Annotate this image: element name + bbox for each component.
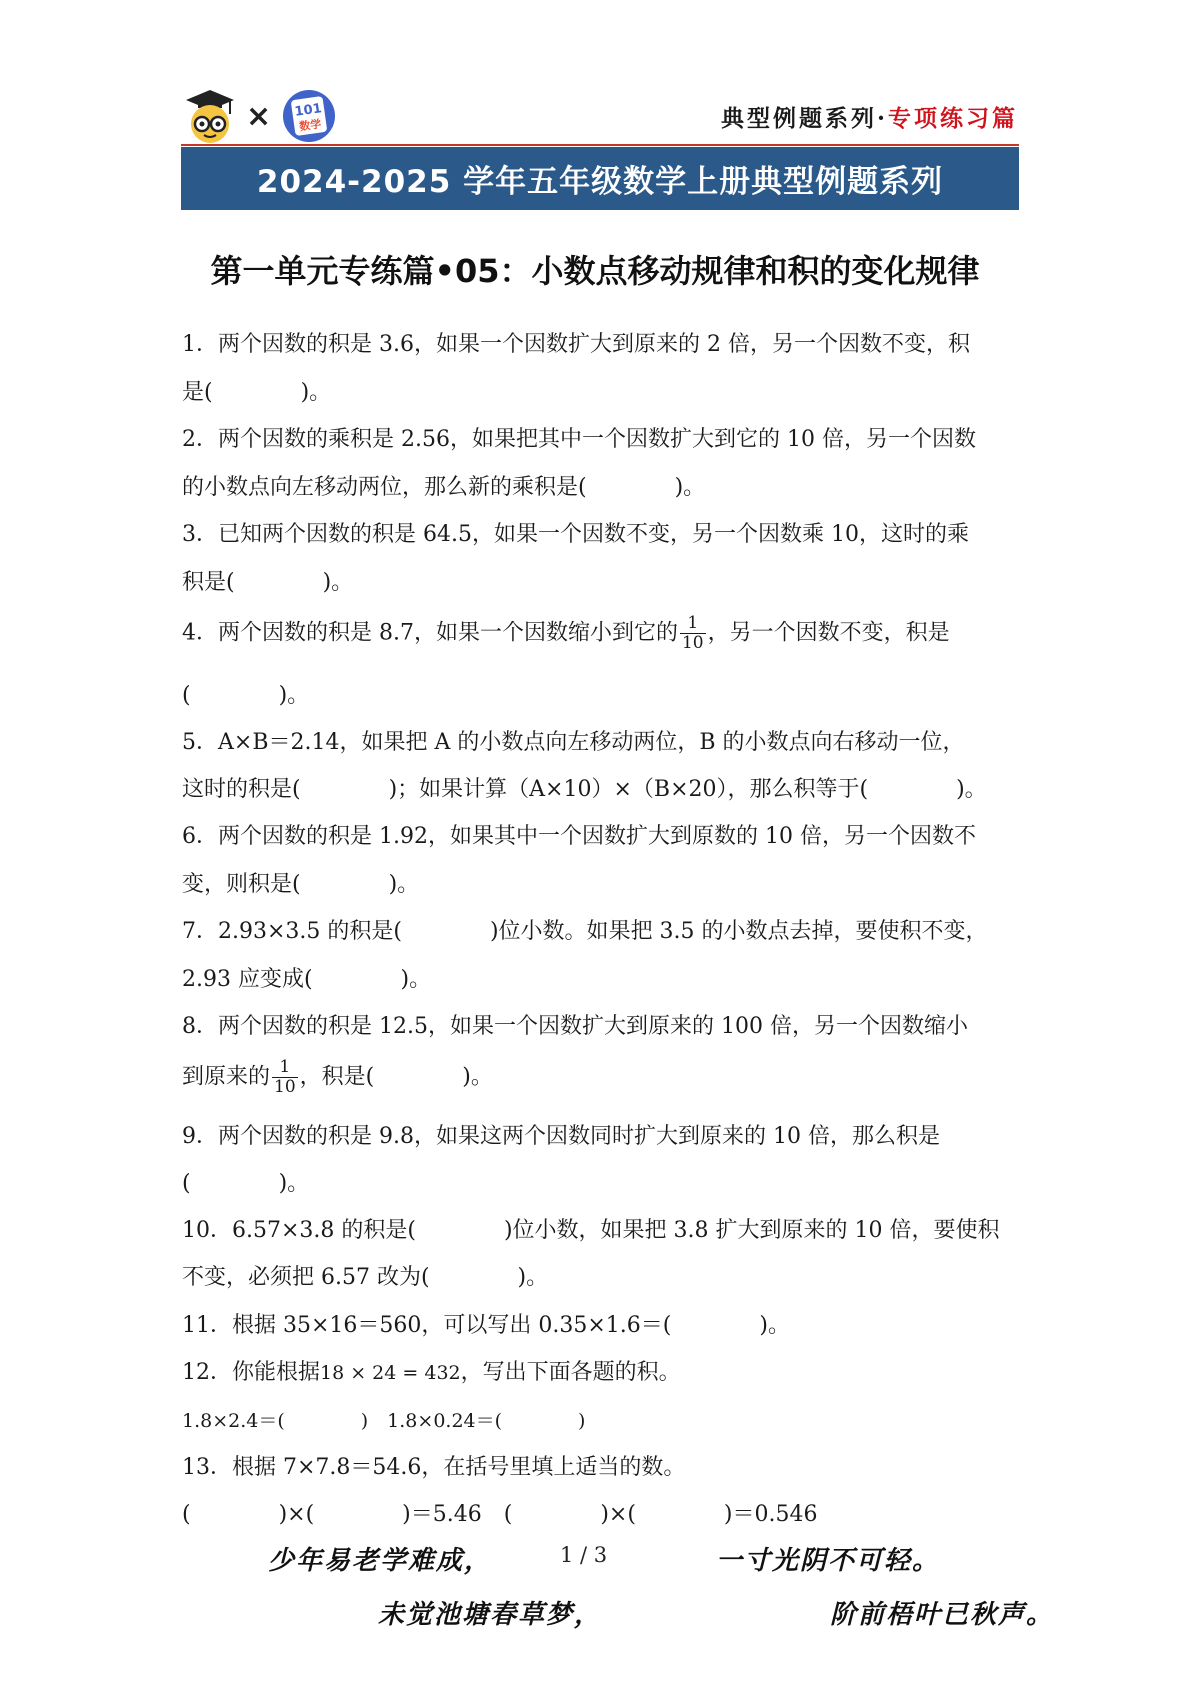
page-number: 1 / 3 — [560, 1543, 608, 1567]
fraction-one-tenth — [272, 1058, 298, 1097]
fraction-one-tenth — [680, 614, 706, 653]
footer-poem-line-2-right: 阶前梧叶已秋声。 — [830, 1600, 1055, 1630]
question-9-line-1: 9．两个因数的积是 9.8，如果这两个因数同时扩大到原来的 10 倍，那么积是 — [182, 1124, 940, 1149]
logo-area — [184, 86, 337, 146]
question-4-text-before: 4．两个因数的积是 8.7，如果一个因数缩小到它的 — [182, 620, 678, 646]
unit-title: 第一单元专练篇•05：小数点移动规律和积的变化规律 — [210, 252, 980, 290]
scholar-mascot-logo — [184, 88, 236, 144]
question-4-line-2: ( )。 — [182, 683, 310, 708]
question-2-line-1: 2．两个因数的乘积是 2.56，如果把其中一个因数扩大到它的 10 倍，另一个因数 — [182, 427, 976, 452]
question-4-text-after: ，另一个因数不变，积是 — [707, 620, 950, 646]
question-13-line-2: ( )×( )＝5.46 ( )×( )＝0.546 — [182, 1502, 818, 1527]
question-9-line-2: ( )。 — [182, 1171, 310, 1196]
footer-poem-line-1-left: 少年易老学难成， — [268, 1546, 493, 1576]
question-5-line-1: 5．A×B＝2.14，如果把 A 的小数点向左移动两位，B 的小数点向右移动一位， — [182, 730, 965, 755]
title-banner: 2024-2025 学年五年级数学上册典型例题系列 — [181, 147, 1019, 210]
footer-poem-line-1-right: 一寸光阴不可轻。 — [716, 1546, 941, 1576]
question-1-line-1: 1．两个因数的积是 3.6，如果一个因数扩大到原来的 2 倍，另一个因数不变，积 — [182, 332, 970, 357]
question-12-text-before: 12．你能根据 — [182, 1360, 320, 1385]
fraction-numerator: 1 — [687, 613, 699, 633]
question-13-line-1: 13．根据 7×7.8＝54.6，在括号里填上适当的数。 — [182, 1455, 686, 1480]
fraction-numerator: 1 — [279, 1057, 291, 1077]
series-label-highlight: 专项练习篇 — [888, 105, 1018, 132]
question-4-line-1 — [182, 614, 950, 653]
question-8-text-after: ，积是( )。 — [299, 1064, 493, 1090]
series-label — [721, 100, 1018, 133]
question-12-expression: 18 × 24 = 432 — [320, 1362, 461, 1384]
question-12-line-1 — [182, 1358, 681, 1388]
question-8-line-2 — [182, 1058, 493, 1097]
question-12-text-after: ，写出下面各题的积。 — [460, 1360, 681, 1385]
question-8-text-before: 到原来的 — [182, 1064, 271, 1090]
question-11: 11．根据 35×16＝560，可以写出 0.35×1.6＝( )。 — [182, 1313, 790, 1338]
question-2-line-2: 的小数点向左移动两位，那么新的乘积是( )。 — [182, 475, 706, 500]
series-label-main: 典型例题系列· — [720, 105, 888, 132]
question-12-line-2: 1.8×2.4＝( ) 1.8×0.24＝( ) — [182, 1410, 586, 1432]
svg-text:101: 101 — [293, 101, 323, 120]
question-10-line-1: 10．6.57×3.8 的积是( )位小数，如果把 3.8 扩大到原来的 10 倍，要使积 — [182, 1218, 1000, 1243]
question-3-line-2: 积是( )。 — [182, 570, 354, 595]
svg-text:数学: 数学 — [298, 117, 323, 134]
question-3-line-1: 3．已知两个因数的积是 64.5，如果一个因数不变，另一个因数乘 10，这时的乘 — [182, 522, 969, 547]
question-1-line-2: 是( )。 — [182, 380, 332, 405]
question-5-line-2: 这时的积是( )；如果计算（A×10）×（B×20），那么积等于( )。 — [182, 777, 987, 802]
question-6-line-2: 变，则积是( )。 — [182, 872, 420, 897]
question-7-line-1: 7．2.93×3.5 的积是( )位小数。如果把 3.5 的小数点去掉，要使积不变， — [182, 919, 988, 944]
fraction-denominator: 10 — [274, 1077, 296, 1097]
question-10-line-2: 不变，必须把 6.57 改为( )。 — [182, 1265, 549, 1290]
question-6-line-1: 6．两个因数的积是 1.92，如果其中一个因数扩大到原数的 10 倍，另一个因数不 — [182, 824, 976, 849]
101-math-badge-logo — [281, 88, 337, 144]
question-7-line-2: 2.93 应变成( )。 — [182, 967, 432, 992]
banner-top-line — [181, 144, 1019, 146]
question-8-line-1: 8．两个因数的积是 12.5，如果一个因数扩大到原来的 100 倍，另一个因数缩小 — [182, 1014, 968, 1039]
logo-cross: × — [246, 98, 272, 134]
footer-poem-line-2-left: 未觉池塘春草梦， — [378, 1600, 603, 1630]
fraction-denominator: 10 — [681, 633, 704, 653]
